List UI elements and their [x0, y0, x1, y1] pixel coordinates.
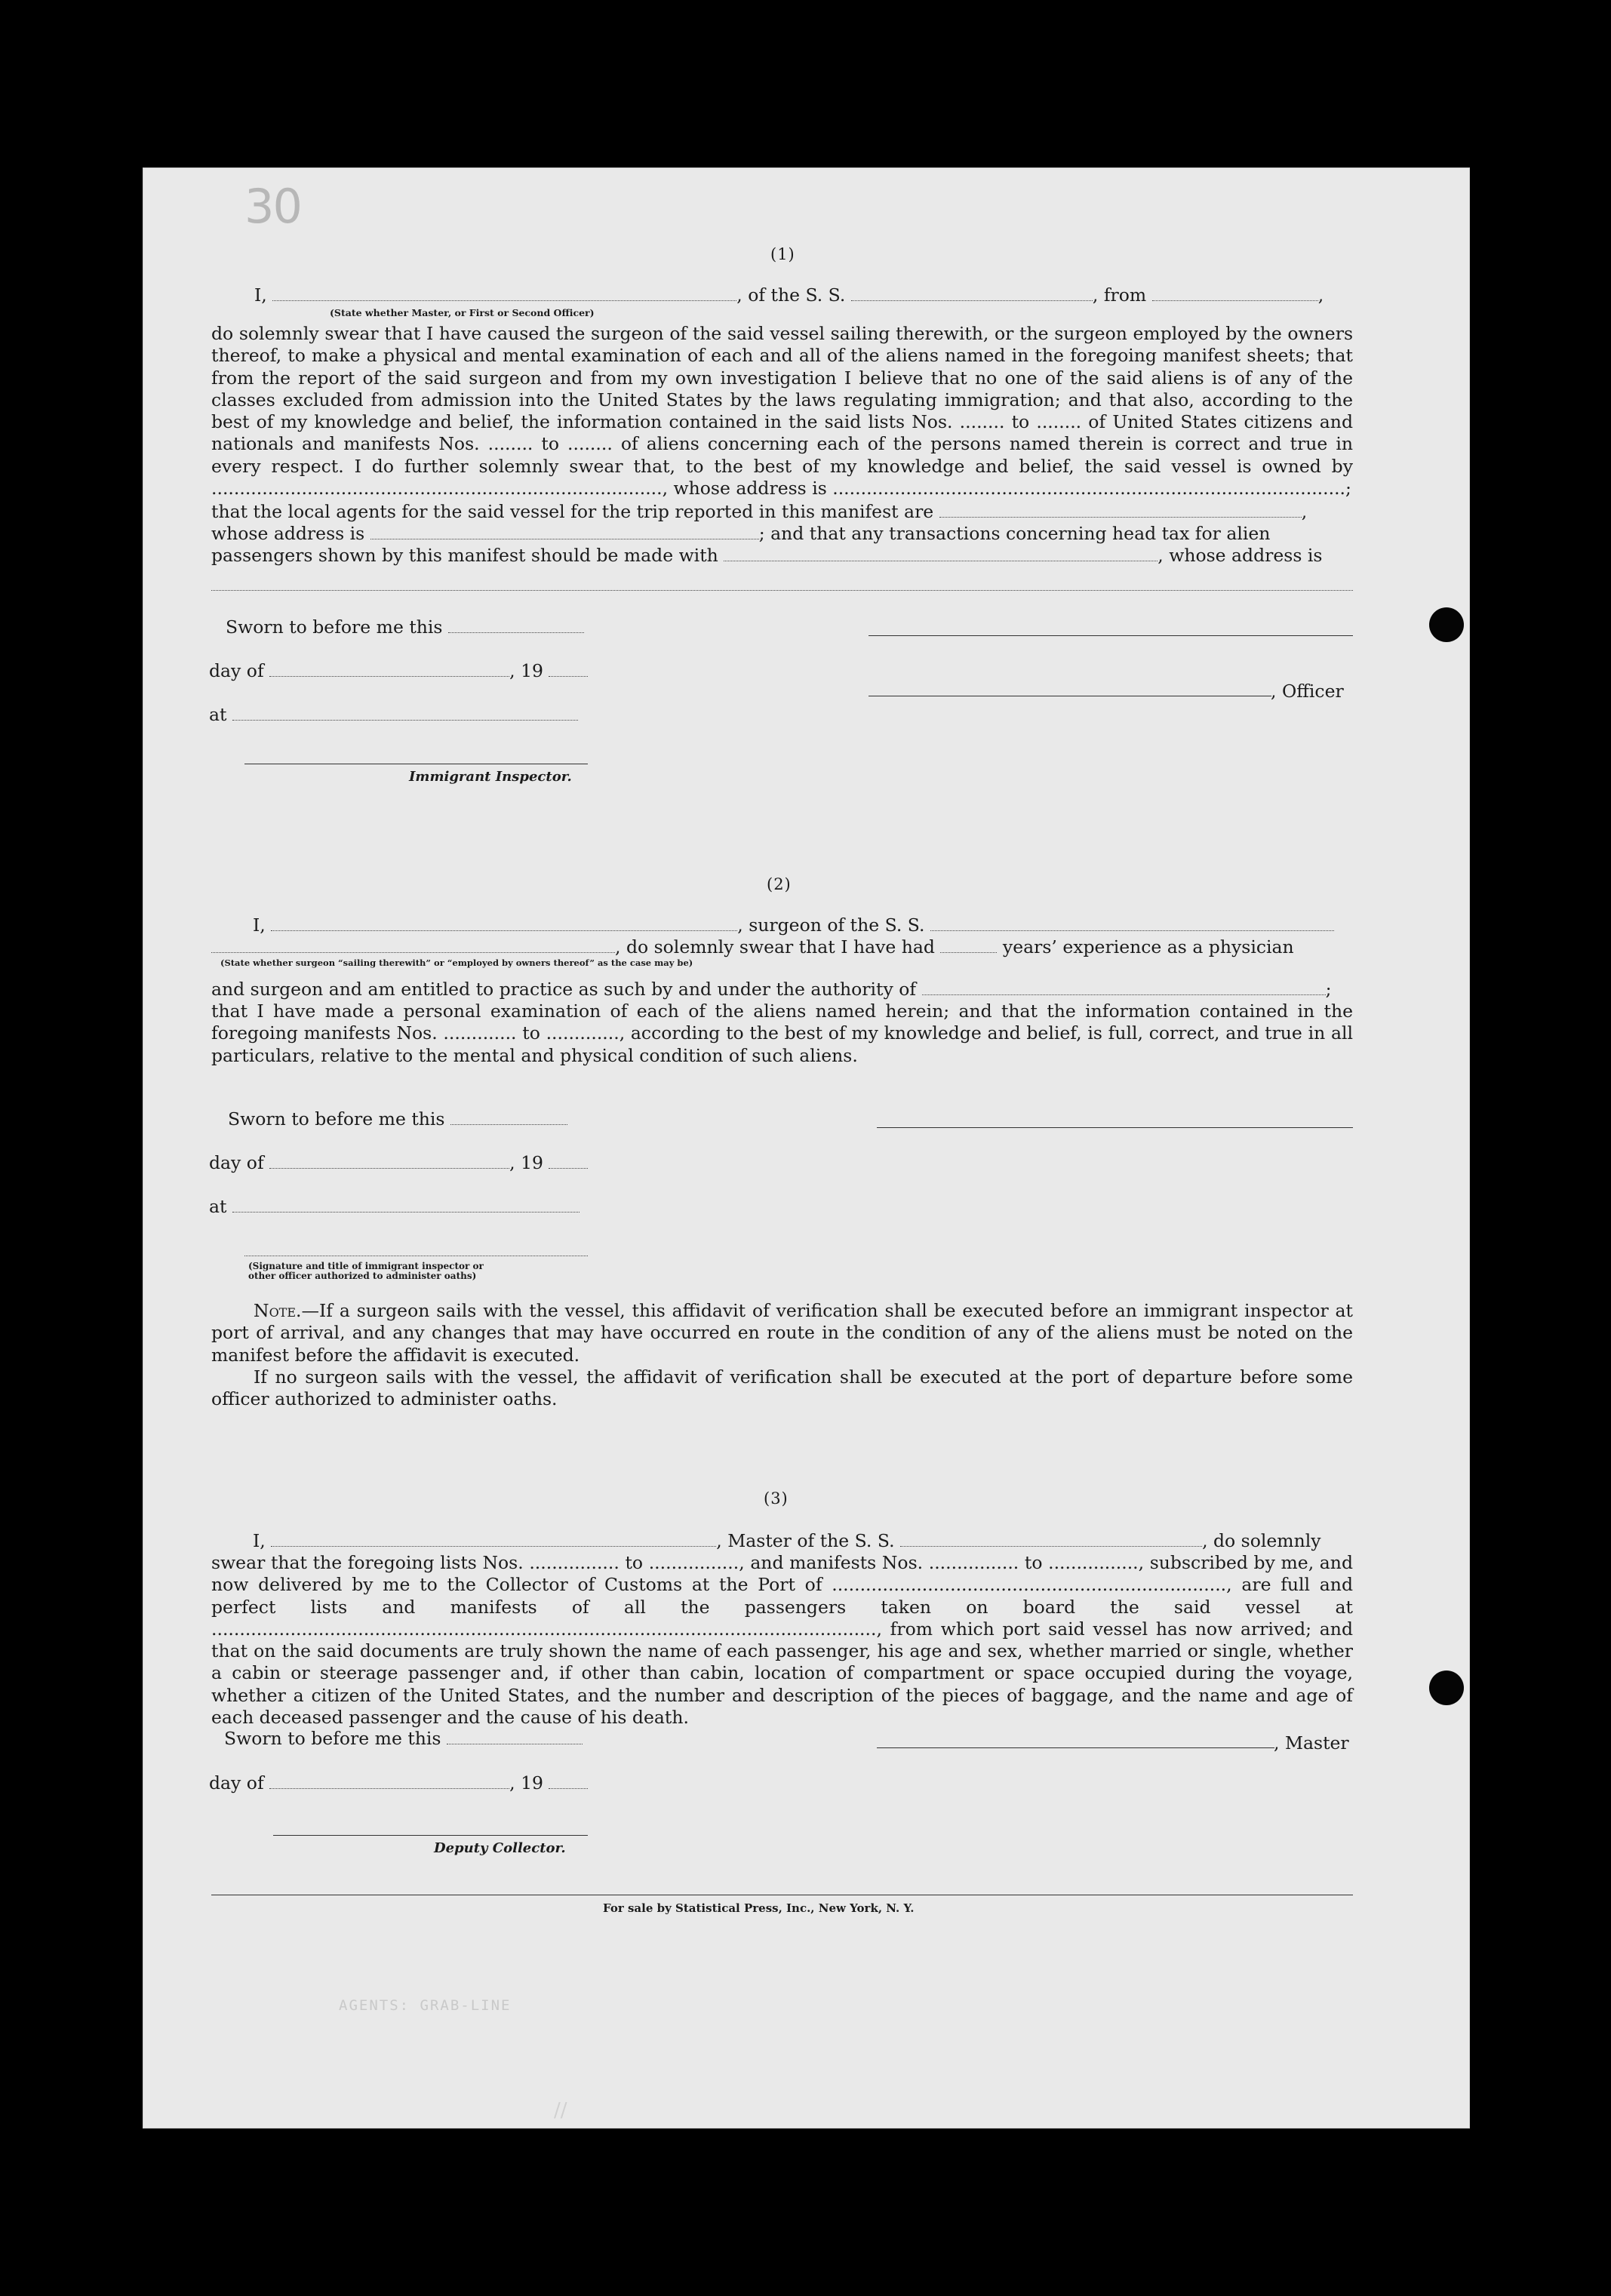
s3-sworn-date-field[interactable] — [447, 1730, 583, 1744]
s1-at-field[interactable] — [232, 706, 578, 721]
page-number-mark: 30 — [244, 179, 301, 234]
s1-officer-label: , Officer — [1271, 681, 1344, 702]
s2-status-field[interactable] — [211, 939, 615, 953]
s2-note-1: Note.—If a surgeon sails with the vessel, this affidavit of verification shall be executed before an immigrant inspector at port of arrival, and any changes that may have occurred en route in the condition of any of the aliens must be noted on the manifest before the affidavit is executed. — [211, 1300, 1353, 1366]
s3-year-field[interactable] — [549, 1775, 588, 1789]
punch-hole — [1429, 1671, 1464, 1705]
s2-authority-field[interactable] — [922, 981, 1326, 995]
s2-ship-field[interactable] — [930, 917, 1334, 931]
s1-caption: (State whether Master, or First or Second Officer) — [330, 307, 595, 318]
s2-day-of: day of , 19 — [209, 1152, 588, 1173]
s1-address-field[interactable] — [211, 590, 1353, 591]
s1-signature-line[interactable] — [869, 635, 1353, 636]
s3-ship-field[interactable] — [900, 1532, 1202, 1547]
s1-from: , from — [1092, 284, 1147, 306]
s1-of-ss: , of the S. S. — [736, 284, 846, 306]
s1-line1: I, , of the S. S. , from , — [254, 284, 1324, 306]
s2-signature-caption: (Signature and title of immigrant inspector or other officer authorized to administer oaths) — [248, 1261, 484, 1281]
s3-sworn: Sworn to before me this — [224, 1728, 583, 1749]
s1-sworn: Sworn to before me this — [226, 616, 584, 638]
s2-caption: (State whether surgeon “sailing therewith” or “employed by owners thereof” as the case may be) — [220, 957, 693, 968]
s1-at: at — [209, 704, 578, 725]
s2-day-field[interactable] — [269, 1154, 509, 1169]
s1-day-field[interactable] — [269, 662, 509, 677]
s3-collector-title: Deputy Collector. — [434, 1840, 566, 1856]
printer-footer: For sale by Statistical Press, Inc., New York, N. Y. — [603, 1901, 915, 1915]
s1-address-line: whose address is ; and that any transactions concerning head tax for alien — [211, 523, 1271, 544]
s3-master-name-field[interactable] — [271, 1532, 716, 1547]
form-page — [143, 168, 1470, 2128]
s1-i: I, — [254, 284, 267, 306]
faint-stamp: AGENTS: GRAB-LINE — [339, 1997, 512, 2014]
s2-body: that I have made a personal examination of each of the aliens named herein; and that the information contained in the foregoing manifests Nos. ............. to ............., according to the best of my knowledge and belief, is full, correct, and true in all particulars, relative to the mental and physical condition of such aliens. — [211, 1000, 1353, 1066]
s2-at-field[interactable] — [232, 1198, 580, 1213]
s3-body: swear that the foregoing lists Nos. ................ to ................, and manifests Nos. ................ to ................, subscribed by me, and now delivered by me to the Collector of Customs at the Port of ......................................................................, are full and perfect lists and manifests of all the passengers taken on board the said vessel at ......................................................................................................................, from which port said vessel has now arrived; and that on the said documents are truly shown the name of each passenger, his age and sex, whether married or single, whether a cabin or steerage passenger and, if other than cabin, location of compartment or space occupied during the voyage, whether a citizen of the United States, and the number and description of the pieces of baggage, and the name and age of each deceased passenger and the cause of his death. — [211, 1552, 1353, 1729]
s2-sworn: Sworn to before me this — [228, 1108, 567, 1130]
s3-master-signature-line[interactable] — [877, 1747, 1274, 1748]
s3-line1: I, , Master of the S. S. , do solemnly — [253, 1530, 1321, 1551]
section-3-heading: (3) — [764, 1489, 789, 1508]
s1-ship-field[interactable] — [851, 287, 1093, 301]
s2-year-field[interactable] — [549, 1154, 588, 1169]
s3-day-of: day of , 19 — [209, 1772, 588, 1793]
punch-hole — [1429, 607, 1464, 642]
s2-line1: I, , surgeon of the S. S. — [253, 914, 1334, 936]
s1-headtax-field[interactable] — [724, 547, 1158, 561]
s1-agents-address-field[interactable] — [370, 525, 759, 539]
s2-surgeon-name-field[interactable] — [271, 917, 737, 931]
s2-authority-line: and surgeon and am entitled to practice as such by and under the authority of ; — [211, 979, 1332, 1000]
pencil-mark: // — [554, 2099, 567, 2122]
section-2-heading: (2) — [767, 875, 792, 893]
s1-year-field[interactable] — [549, 662, 588, 677]
s2-sworn-date-field[interactable] — [450, 1111, 567, 1125]
s1-day-of: day of , 19 — [209, 660, 588, 681]
s1-officer-field[interactable] — [272, 287, 736, 301]
section-1-heading: (1) — [770, 245, 795, 263]
s1-passengers-line: passengers shown by this manifest should be made with , whose address is — [211, 545, 1323, 566]
s2-at: at — [209, 1196, 580, 1217]
s2-note-2: If no surgeon sails with the vessel, the affidavit of verification shall be executed at the port of departure before some officer authorized to administer oaths. — [211, 1366, 1353, 1410]
s2-line2: , do solemnly swear that I have had years’ experience as a physician — [211, 936, 1294, 957]
s1-agents-line: that the local agents for the said vessel for the trip reported in this manifest are , — [211, 501, 1308, 522]
s3-master-label: , Master — [1274, 1732, 1349, 1754]
s3-collector-signature-line[interactable] — [273, 1835, 588, 1836]
s1-inspector-title: Immigrant Inspector. — [409, 769, 572, 785]
s2-signature-line[interactable] — [877, 1127, 1353, 1128]
s1-body: do solemnly swear that I have caused the surgeon of the said vessel sailing therewith, or the surgeon employed by the owners thereof, to make a physical and mental examination of each and all of the aliens named in the foregoing manifest sheets; that from the report of the said surgeon and from my own investigation I believe that no one of the said aliens is of any of the classes excluded from admission into the United States by the laws regulating immigration; and that also, according to the best of my knowledge and belief, the information contained in the said lists Nos. ........ to ........ of United States citizens and nationals and manifests Nos. ........ to ........ of aliens concerning each of the persons named therein is correct and true in every respect. I do further solemnly swear that, to the best of my knowledge and belief, the said vessel is owned by ................................................................................, whose address is ...........................................................................................; — [211, 323, 1353, 499]
s1-sworn-date-field[interactable] — [448, 619, 584, 633]
s2-years-field[interactable] — [940, 939, 997, 953]
s3-day-field[interactable] — [269, 1775, 509, 1789]
s1-from-field[interactable] — [1152, 287, 1318, 301]
s1-agents-field[interactable] — [939, 503, 1302, 518]
